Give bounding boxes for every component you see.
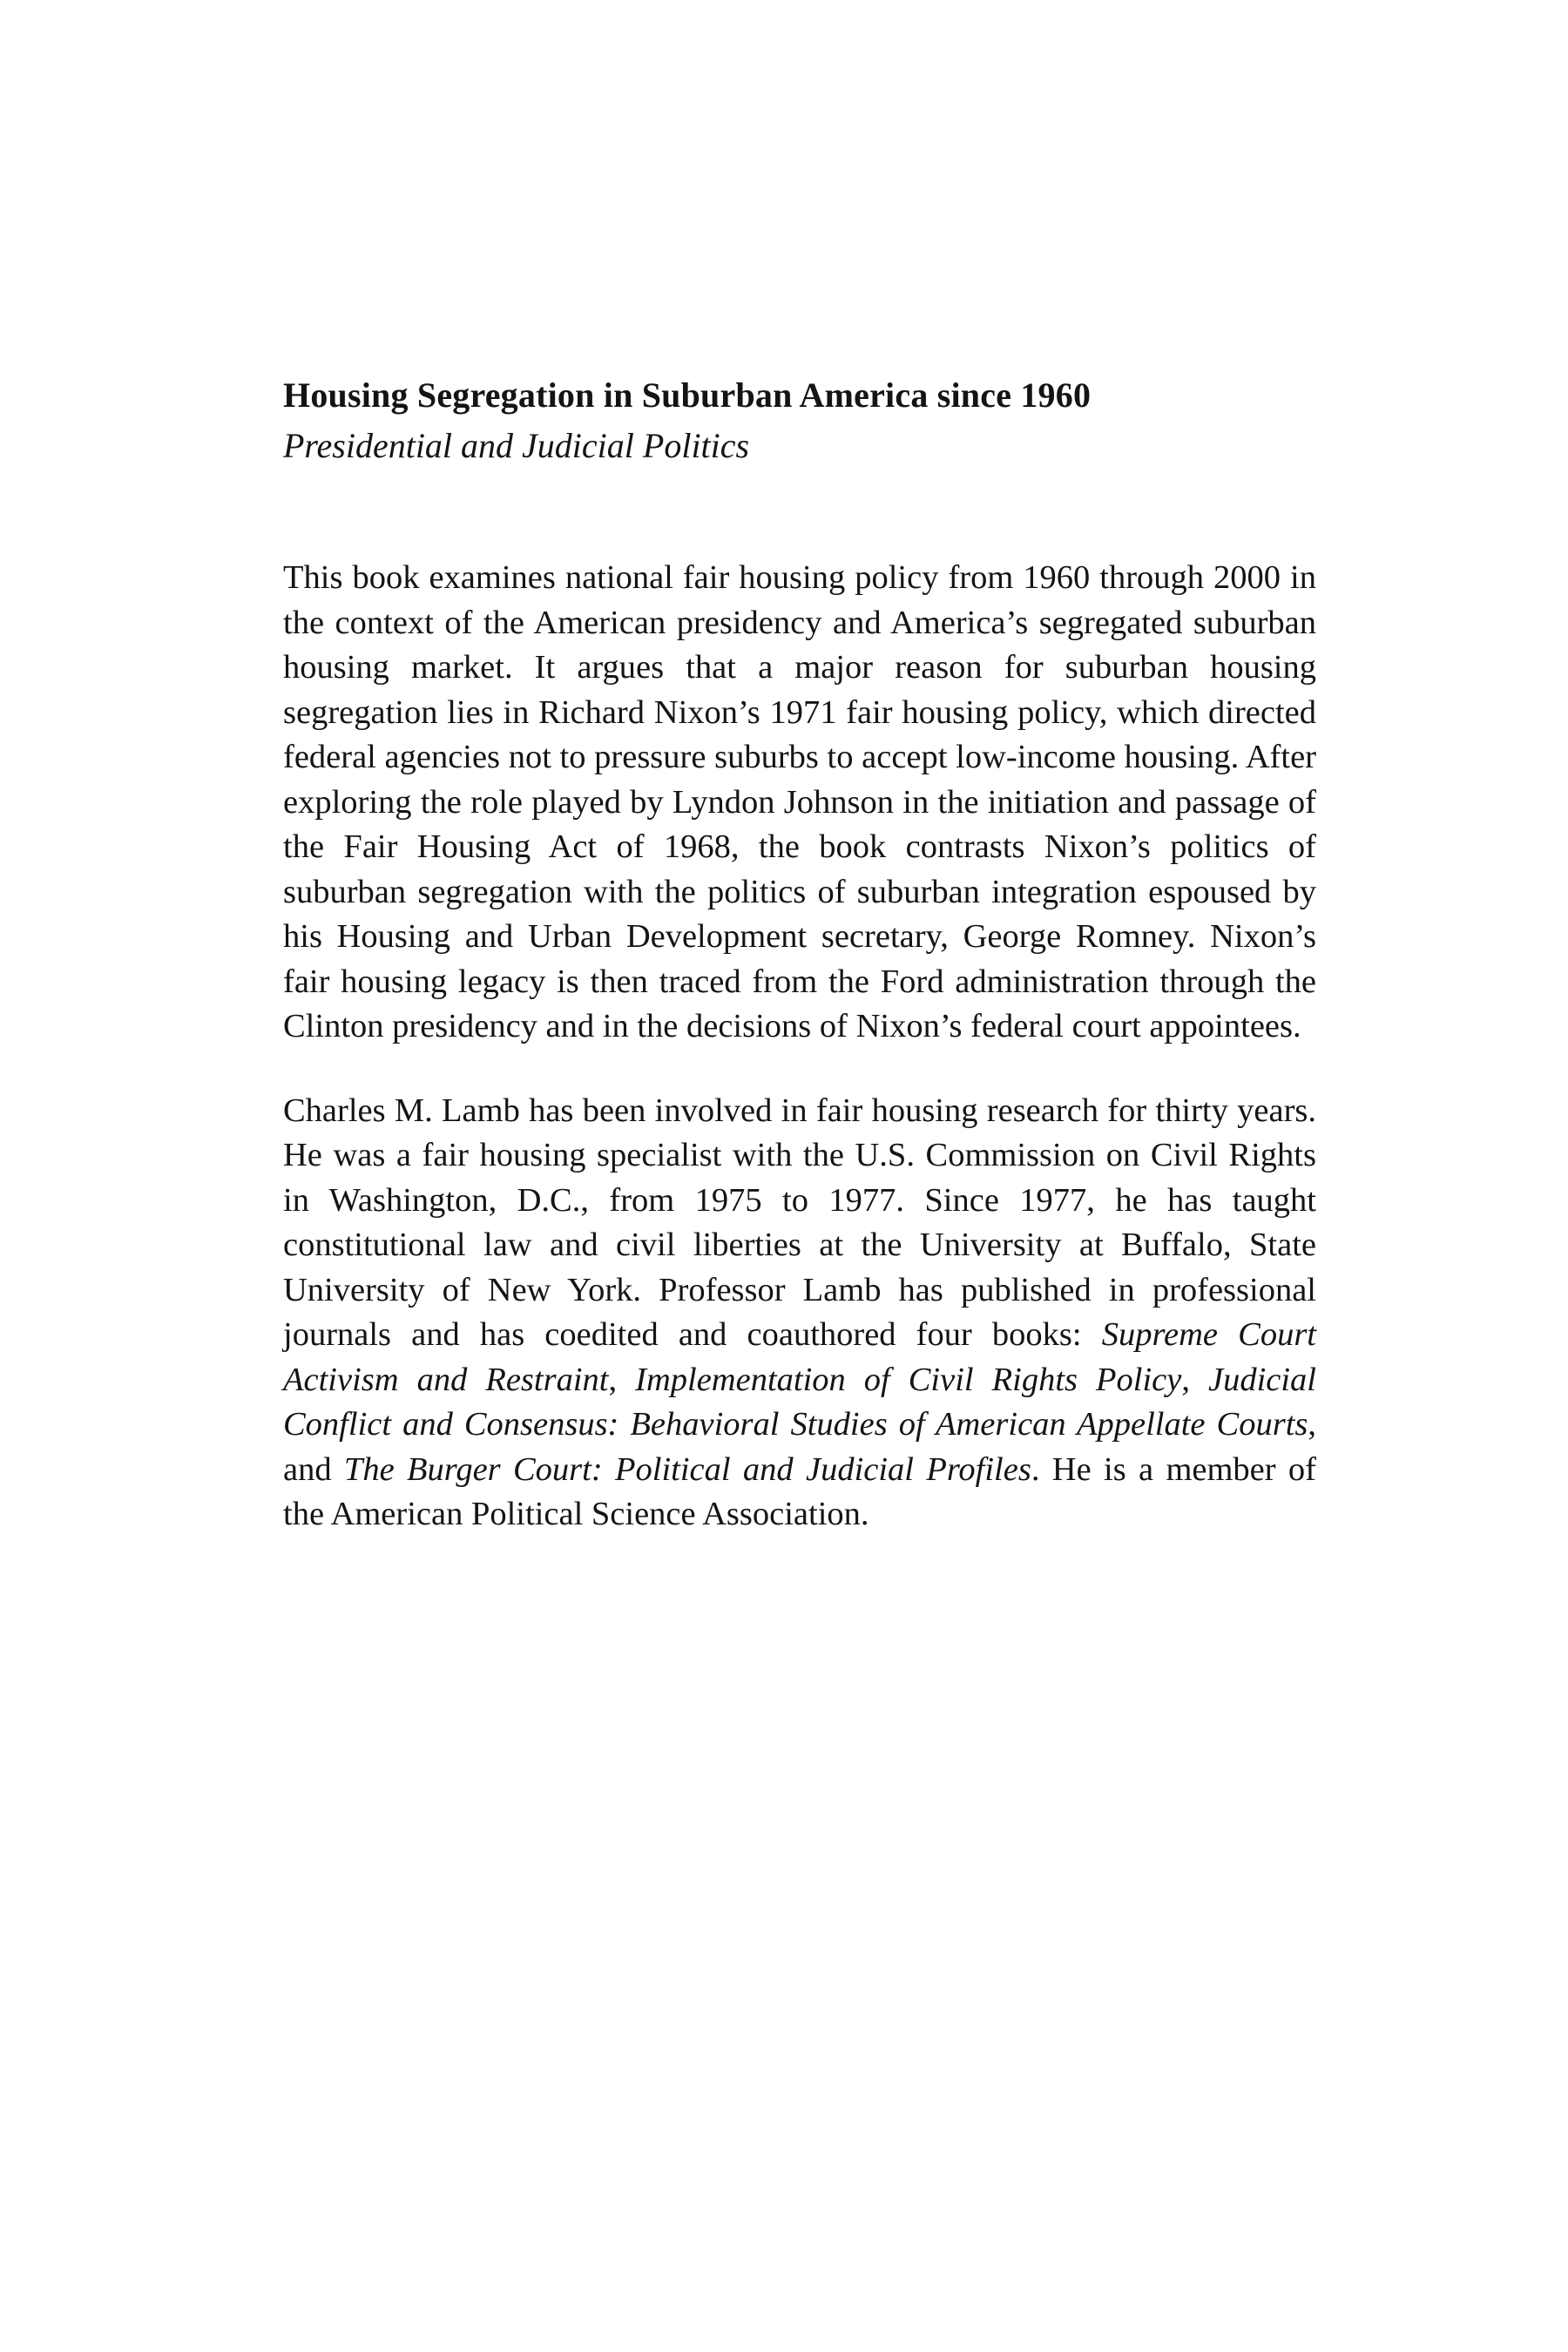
book-title-implementation-civil-rights: Implementation of Civil Rights Policy bbox=[635, 1361, 1182, 1398]
author-bio-closing: . He is a member of the American Political Science Association. bbox=[283, 1450, 1316, 1532]
text-block bbox=[283, 370, 1316, 1538]
separator: , and bbox=[283, 1406, 1316, 1488]
separator: , bbox=[608, 1361, 636, 1398]
author-bio-intro: Charles M. Lamb has been involved in fair housing research for thirty years. He was a fair housing specialist with the U.S. Commission on Civil Rights in Washington, D.C., from 1975 to 1977. Since 1977, he has taught constitutional law and civil liberties at the University at Buffalo, State University of New York. Professor Lamb has published in professional journals and has coedited and coauthored four books: bbox=[283, 1092, 1316, 1353]
author-bio bbox=[283, 1089, 1316, 1538]
separator: , bbox=[1181, 1361, 1208, 1398]
book-description: This book examines national fair housing policy from 1960 through 2000 in the context of the American presidency and America’s segregated suburban housing market. It argues that a major reason for suburban housing segregation lies in Richard Nixon’s 1971 fair housing policy, which directed federal agencies not to pressure suburbs to accept low-income housing. After exploring the role played by Lyndon Johnson in the initiation and passage of the Fair Housing Act of 1968, the book contrasts Nixon’s politics of suburban segregation with the politics of suburban integration espoused by his Housing and Urban Development secretary, George Romney. Nixon’s fair housing legacy is then traced from the Ford administration through the Clinton presidency and in the decisions of Nixon’s federal court appointees. bbox=[283, 559, 1316, 1044]
book-subtitle: Presidential and Judicial Politics bbox=[283, 426, 750, 465]
book-title-supreme-court-activism: Supreme Court Activism and Restraint bbox=[283, 1316, 1316, 1398]
book-title: Housing Segregation in Suburban America since 1960 bbox=[283, 375, 1092, 415]
book-title-burger-court: The Burger Court: Political and Judicial Profiles bbox=[343, 1450, 1031, 1488]
book-title-judicial-conflict: Judicial Conflict and Consensus: Behavioral Studies of American Appellate Courts bbox=[283, 1361, 1317, 1443]
